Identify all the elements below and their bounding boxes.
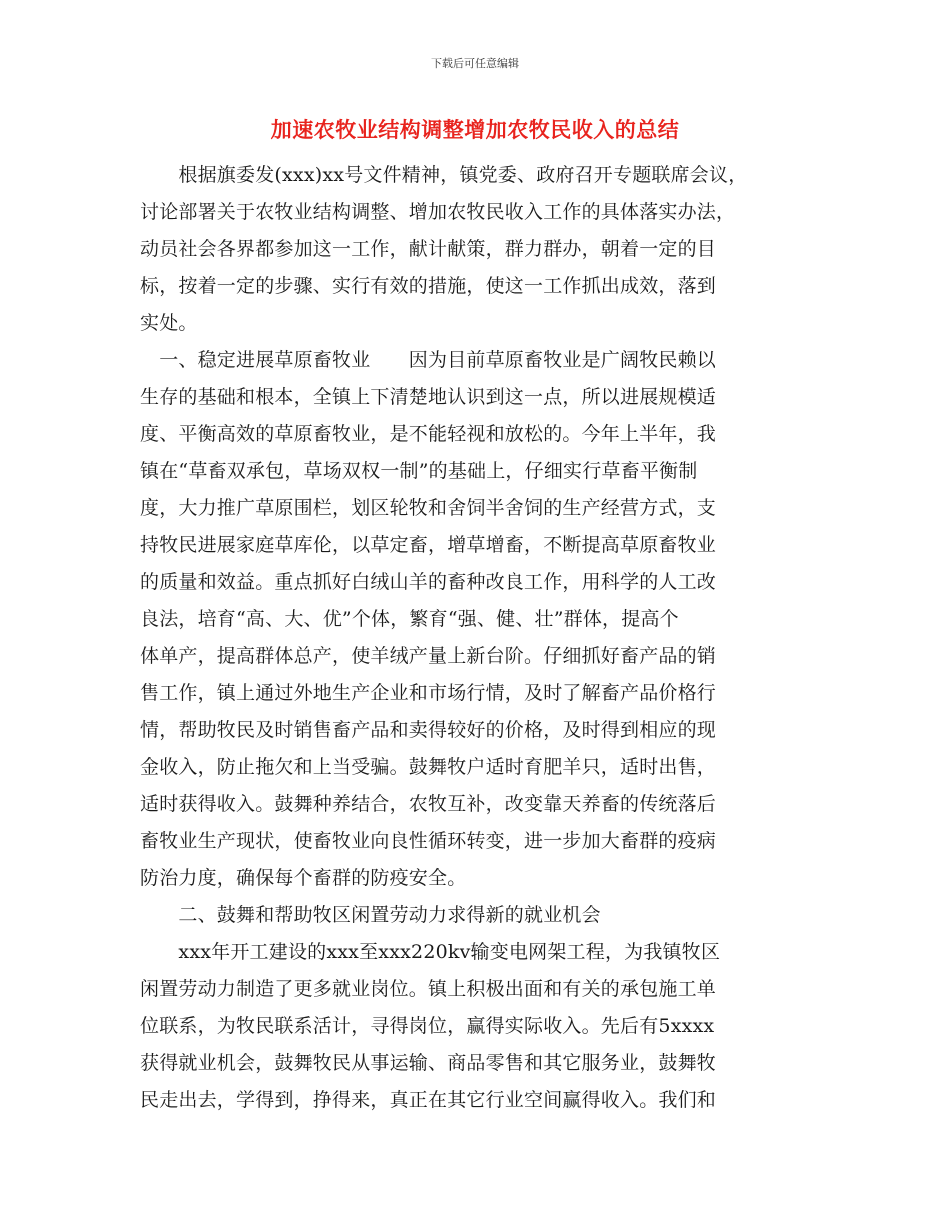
paragraph-line: 镇在“草畜双承包，草场双权一制”的基础上，仔细实行草畜平衡制 xyxy=(140,460,698,482)
paragraph-line: 讨论部署关于农牧业结构调整、增加农牧民收入工作的具体落实办法， xyxy=(140,201,736,223)
paragraph-line: 生存的基础和根本，全镇上下清楚地认识到这一点，所以进展规模适 xyxy=(140,386,717,408)
paragraph-line: 获得就业机会，鼓舞牧民从事运输、商品零售和其它服务业，鼓舞牧 xyxy=(140,1052,717,1074)
paragraph-line: 金收入，防止拖欠和上当受骗。鼓舞牧户适时育肥羊只，适时出售， xyxy=(140,756,717,778)
section-heading-line: 二、鼓舞和帮助牧区闲置劳动力求得新的就业机会 xyxy=(140,904,601,926)
paragraph-line: 情，帮助牧民及时销售畜产品和卖得较好的价格，及时得到相应的现 xyxy=(140,719,717,741)
paragraph-line: 根据旗委发(xxx)xx号文件精神，镇党委、政府召开专题联席会议， xyxy=(140,164,748,186)
paragraph-line: xxx年开工建设的xxx至xxx220kv输变电网架工程，为我镇牧区 xyxy=(140,941,721,963)
paragraph-line: 防治力度，确保每个畜群的防疫安全。 xyxy=(140,867,467,889)
paragraph-line: 畜牧业生产现状，使畜牧业向良性循环转变，进一步加大畜群的疫病 xyxy=(140,830,717,852)
document-title: 加速农牧业结构调整增加农牧民收入的总结 xyxy=(270,118,680,142)
paragraph-line: 持牧民进展家庭草库伦，以草定畜，增草增畜，不断提高草原畜牧业 xyxy=(140,534,717,556)
paragraph-line: 动员社会各界都参加这一工作，献计献策，群力群办，朝着一定的目 xyxy=(140,238,717,260)
paragraph-line: 的质量和效益。重点抓好白绒山羊的畜种改良工作，用科学的人工改 xyxy=(140,571,717,593)
paragraph-line: 度，大力推广草原围栏，划区轮牧和舍饲半舍饲的生产经营方式，支 xyxy=(140,497,717,519)
paragraph-line: 民走出去，学得到，挣得来，真正在其它行业空间赢得收入。我们和 xyxy=(140,1089,717,1111)
paragraph-line: 标，按着一定的步骤、实行有效的措施，使这一工作抓出成效，落到 xyxy=(140,275,717,297)
paragraph-line: 售工作，镇上通过外地生产企业和市场行情，及时了解畜产品价格行 xyxy=(140,682,717,704)
paragraph-line: 度、平衡高效的草原畜牧业，是不能轻视和放松的。今年上半年，我 xyxy=(140,423,717,445)
paragraph-line: 实处。 xyxy=(140,312,198,334)
section-heading-line: 一、稳定进展草原畜牧业 因为目前草原畜牧业是广阔牧民赖以 xyxy=(140,349,717,371)
paragraph-line: 闲置劳动力制造了更多就业岗位。镇上积极出面和有关的承包施工单 xyxy=(140,978,717,1000)
paragraph-line: 体单产，提高群体总产，使羊绒产量上新台阶。仔细抓好畜产品的销 xyxy=(140,645,717,667)
page-header: 下载后可任意编辑 xyxy=(431,57,519,70)
paragraph-line: 适时获得收入。鼓舞种养结合，农牧互补，改变靠天养畜的传统落后 xyxy=(140,793,717,815)
paragraph-line: 良法，培育“高、大、优”个体，繁育“强、健、壮”群体，提高个 xyxy=(140,608,679,630)
paragraph-line: 位联系，为牧民联系活计，寻得岗位，赢得实际收入。先后有5xxxx xyxy=(140,1015,715,1037)
